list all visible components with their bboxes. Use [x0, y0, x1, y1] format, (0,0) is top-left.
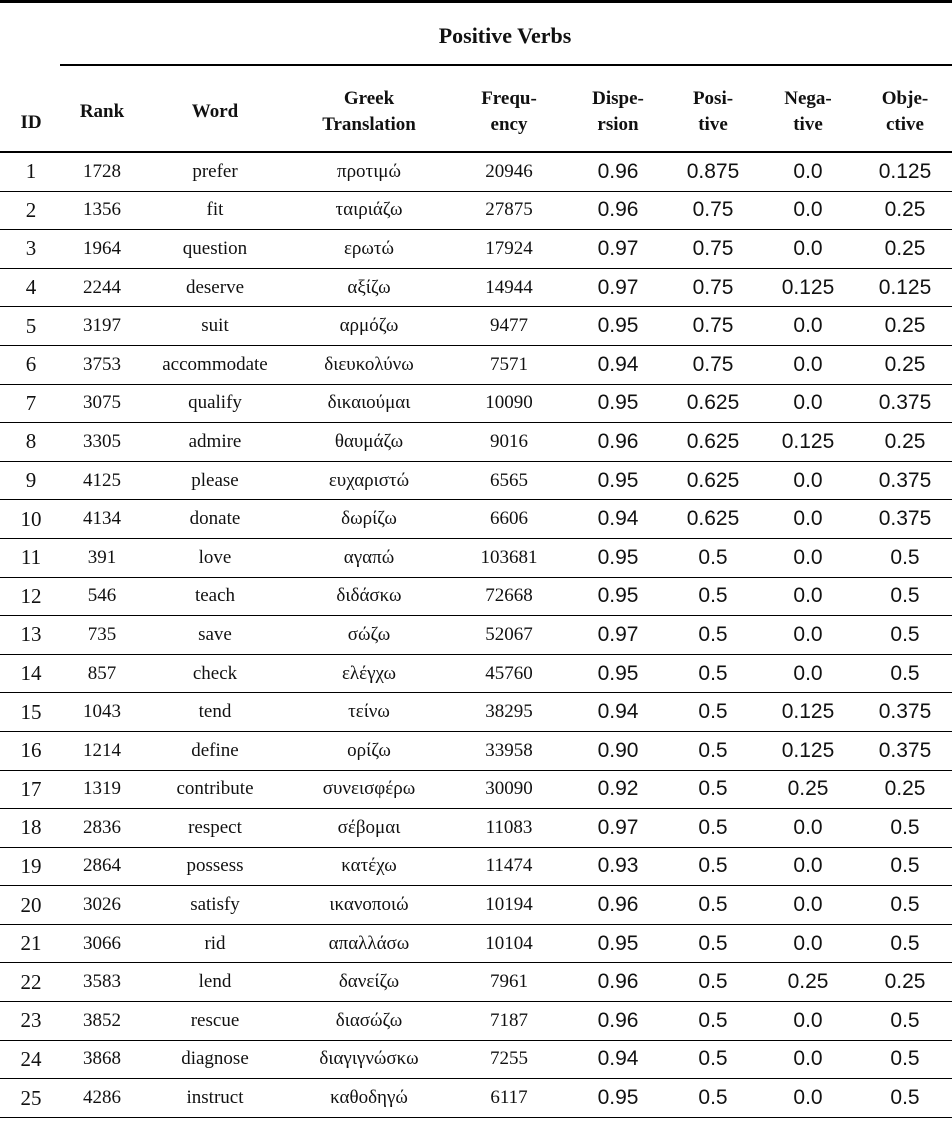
cell-dispersion: 0.94 [568, 693, 668, 732]
cell-word: save [142, 616, 288, 655]
cell-objective: 0.25 [858, 191, 952, 230]
cell-id: 14 [0, 654, 62, 693]
table-group-title: Positive Verbs [438, 23, 572, 48]
cell-positive: 0.5 [668, 809, 758, 848]
cell-dispersion: 0.95 [568, 577, 668, 616]
cell-dispersion: 0.96 [568, 886, 668, 925]
cell-greek-translation: δικαιούμαι [288, 384, 450, 423]
cell-frequency: 14944 [450, 268, 568, 307]
cell-rank: 1728 [62, 153, 142, 191]
cell-dispersion: 0.96 [568, 423, 668, 462]
cell-objective: 0.25 [858, 963, 952, 1002]
cell-frequency: 45760 [450, 654, 568, 693]
cell-rank: 4286 [62, 1079, 142, 1118]
cell-frequency: 11474 [450, 847, 568, 886]
table-row [0, 191, 952, 230]
cell-negative: 0.0 [758, 1079, 858, 1118]
cell-word: accommodate [142, 345, 288, 384]
cell-rank: 3197 [62, 307, 142, 346]
cell-objective: 0.375 [858, 500, 952, 539]
table-row [0, 770, 952, 809]
table-row [0, 809, 952, 848]
cell-id: 12 [0, 577, 62, 616]
cell-objective: 0.375 [858, 693, 952, 732]
cell-positive: 0.5 [668, 577, 758, 616]
cell-frequency: 52067 [450, 616, 568, 655]
cell-negative: 0.0 [758, 886, 858, 925]
cell-negative: 0.0 [758, 500, 858, 539]
cell-word: love [142, 538, 288, 577]
cell-id: 11 [0, 538, 62, 577]
cell-frequency: 103681 [450, 538, 568, 577]
table-row [0, 924, 952, 963]
cell-word: contribute [142, 770, 288, 809]
cell-greek-translation: απαλλάσω [288, 924, 450, 963]
cell-rank: 3075 [62, 384, 142, 423]
cell-negative: 0.0 [758, 345, 858, 384]
table-row [0, 500, 952, 539]
cell-frequency: 11083 [450, 809, 568, 848]
cell-greek-translation: δανείζω [288, 963, 450, 1002]
cell-word: deserve [142, 268, 288, 307]
cell-dispersion: 0.95 [568, 384, 668, 423]
cell-rank: 2244 [62, 268, 142, 307]
cell-word: admire [142, 423, 288, 462]
cell-greek-translation: κατέχω [288, 847, 450, 886]
cell-greek-translation: σέβομαι [288, 809, 450, 848]
cell-objective: 0.375 [858, 384, 952, 423]
cell-negative: 0.0 [758, 809, 858, 848]
cell-objective: 0.125 [858, 153, 952, 191]
cell-greek-translation: αγαπώ [288, 538, 450, 577]
cell-dispersion: 0.96 [568, 1002, 668, 1041]
cell-rank: 1356 [62, 191, 142, 230]
cell-positive: 0.625 [668, 500, 758, 539]
cell-id: 19 [0, 847, 62, 886]
table-row [0, 886, 952, 925]
cell-dispersion: 0.90 [568, 731, 668, 770]
cell-negative: 0.125 [758, 423, 858, 462]
cell-id: 22 [0, 963, 62, 1002]
cell-frequency: 10104 [450, 924, 568, 963]
cell-dispersion: 0.96 [568, 153, 668, 191]
cell-id: 4 [0, 268, 62, 307]
cell-negative: 0.0 [758, 538, 858, 577]
cell-dispersion: 0.97 [568, 230, 668, 269]
cell-positive: 0.5 [668, 693, 758, 732]
table-row [0, 847, 952, 886]
cell-positive: 0.5 [668, 1040, 758, 1079]
cell-word: teach [142, 577, 288, 616]
cell-word: tend [142, 693, 288, 732]
cell-id: 2 [0, 191, 62, 230]
cell-id: 23 [0, 1002, 62, 1041]
cell-greek-translation: ερωτώ [288, 230, 450, 269]
cell-positive: 0.75 [668, 191, 758, 230]
header-objective: Obje- ctive [881, 88, 929, 135]
header-greek-translation: Greek Translation [322, 88, 416, 135]
cell-frequency: 9477 [450, 307, 568, 346]
cell-word: satisfy [142, 886, 288, 925]
cell-greek-translation: διαγιγνώσκω [288, 1040, 450, 1079]
cell-rank: 3026 [62, 886, 142, 925]
cell-word: rescue [142, 1002, 288, 1041]
cell-positive: 0.5 [668, 1002, 758, 1041]
header-rank: Rank [79, 101, 125, 122]
cell-negative: 0.25 [758, 963, 858, 1002]
cell-objective: 0.5 [858, 809, 952, 848]
cell-objective: 0.5 [858, 924, 952, 963]
cell-objective: 0.5 [858, 616, 952, 655]
cell-positive: 0.5 [668, 963, 758, 1002]
cell-frequency: 20946 [450, 153, 568, 191]
cell-objective: 0.25 [858, 423, 952, 462]
cell-greek-translation: αξίζω [288, 268, 450, 307]
cell-id: 25 [0, 1079, 62, 1118]
cell-id: 3 [0, 230, 62, 269]
cell-frequency: 10090 [450, 384, 568, 423]
cell-dispersion: 0.96 [568, 191, 668, 230]
cell-positive: 0.5 [668, 886, 758, 925]
cell-greek-translation: ικανοποιώ [288, 886, 450, 925]
cell-frequency: 7961 [450, 963, 568, 1002]
table-row [0, 654, 952, 693]
cell-word: define [142, 731, 288, 770]
table-row [0, 268, 952, 307]
cell-positive: 0.5 [668, 770, 758, 809]
cell-objective: 0.25 [858, 345, 952, 384]
cell-id: 9 [0, 461, 62, 500]
cell-word: fit [142, 191, 288, 230]
cell-id: 21 [0, 924, 62, 963]
cell-objective: 0.5 [858, 886, 952, 925]
cell-frequency: 30090 [450, 770, 568, 809]
cell-objective: 0.5 [858, 538, 952, 577]
table-row [0, 423, 952, 462]
cell-objective: 0.5 [858, 1079, 952, 1118]
table-row [0, 693, 952, 732]
cell-word: question [142, 230, 288, 269]
cell-objective: 0.5 [858, 1002, 952, 1041]
cell-frequency: 10194 [450, 886, 568, 925]
cell-id: 5 [0, 307, 62, 346]
cell-word: respect [142, 809, 288, 848]
cell-positive: 0.75 [668, 345, 758, 384]
cell-id: 10 [0, 500, 62, 539]
positive-verbs-table [0, 153, 952, 1118]
cell-positive: 0.75 [668, 268, 758, 307]
cell-objective: 0.375 [858, 731, 952, 770]
cell-greek-translation: σώζω [288, 616, 450, 655]
table-row [0, 1040, 952, 1079]
cell-rank: 3305 [62, 423, 142, 462]
cell-greek-translation: τείνω [288, 693, 450, 732]
cell-dispersion: 0.95 [568, 1079, 668, 1118]
cell-id: 24 [0, 1040, 62, 1079]
cell-rank: 1214 [62, 731, 142, 770]
table-row [0, 538, 952, 577]
cell-word: qualify [142, 384, 288, 423]
table-row [0, 731, 952, 770]
cell-dispersion: 0.95 [568, 307, 668, 346]
cell-frequency: 27875 [450, 191, 568, 230]
cell-objective: 0.5 [858, 654, 952, 693]
cell-id: 6 [0, 345, 62, 384]
cell-positive: 0.75 [668, 307, 758, 346]
cell-rank: 3753 [62, 345, 142, 384]
cell-negative: 0.0 [758, 577, 858, 616]
cell-greek-translation: ορίζω [288, 731, 450, 770]
cell-rank: 1319 [62, 770, 142, 809]
header-id: ID [20, 112, 42, 133]
cell-rank: 3583 [62, 963, 142, 1002]
cell-objective: 0.5 [858, 847, 952, 886]
cell-greek-translation: ελέγχω [288, 654, 450, 693]
cell-frequency: 7255 [450, 1040, 568, 1079]
cell-frequency: 33958 [450, 731, 568, 770]
cell-negative: 0.0 [758, 654, 858, 693]
cell-positive: 0.625 [668, 461, 758, 500]
cell-id: 15 [0, 693, 62, 732]
cell-frequency: 9016 [450, 423, 568, 462]
cell-greek-translation: ευχαριστώ [288, 461, 450, 500]
table-row [0, 153, 952, 191]
table-row [0, 345, 952, 384]
top-rule [0, 0, 952, 3]
header-negative: Nega- tive [784, 88, 832, 135]
cell-word: rid [142, 924, 288, 963]
cell-rank: 3066 [62, 924, 142, 963]
header-frequency: Frequ- ency [481, 88, 537, 135]
cell-objective: 0.375 [858, 461, 952, 500]
cell-dispersion: 0.95 [568, 538, 668, 577]
cell-greek-translation: προτιμώ [288, 153, 450, 191]
cell-greek-translation: διασώζω [288, 1002, 450, 1041]
cell-rank: 2836 [62, 809, 142, 848]
cell-dispersion: 0.97 [568, 809, 668, 848]
cell-negative: 0.0 [758, 461, 858, 500]
cell-rank: 4125 [62, 461, 142, 500]
table-row [0, 1002, 952, 1041]
table-row [0, 963, 952, 1002]
cell-positive: 0.75 [668, 230, 758, 269]
cell-dispersion: 0.94 [568, 1040, 668, 1079]
cell-negative: 0.0 [758, 230, 858, 269]
cell-objective: 0.25 [858, 230, 952, 269]
cell-positive: 0.5 [668, 847, 758, 886]
cell-frequency: 17924 [450, 230, 568, 269]
cell-rank: 546 [62, 577, 142, 616]
cell-id: 7 [0, 384, 62, 423]
table-row [0, 616, 952, 655]
cell-rank: 4134 [62, 500, 142, 539]
cell-frequency: 72668 [450, 577, 568, 616]
cell-id: 8 [0, 423, 62, 462]
cell-word: diagnose [142, 1040, 288, 1079]
cell-frequency: 7187 [450, 1002, 568, 1041]
cell-greek-translation: θαυμάζω [288, 423, 450, 462]
cell-negative: 0.0 [758, 1002, 858, 1041]
table-body [0, 153, 952, 1117]
cell-word: please [142, 461, 288, 500]
cell-id: 17 [0, 770, 62, 809]
table-row [0, 577, 952, 616]
cell-frequency: 6565 [450, 461, 568, 500]
cell-greek-translation: αρμόζω [288, 307, 450, 346]
cell-frequency: 6117 [450, 1079, 568, 1118]
cell-positive: 0.875 [668, 153, 758, 191]
cell-greek-translation: ταιριάζω [288, 191, 450, 230]
cell-word: possess [142, 847, 288, 886]
cell-dispersion: 0.97 [568, 616, 668, 655]
cell-dispersion: 0.97 [568, 268, 668, 307]
cell-id: 16 [0, 731, 62, 770]
cell-dispersion: 0.92 [568, 770, 668, 809]
cell-negative: 0.0 [758, 924, 858, 963]
table-row [0, 1079, 952, 1118]
cell-negative: 0.0 [758, 153, 858, 191]
cell-rank: 735 [62, 616, 142, 655]
cell-dispersion: 0.95 [568, 461, 668, 500]
cell-dispersion: 0.94 [568, 500, 668, 539]
cell-negative: 0.125 [758, 731, 858, 770]
group-header-rule [60, 64, 952, 66]
cell-dispersion: 0.96 [568, 963, 668, 1002]
cell-objective: 0.125 [858, 268, 952, 307]
cell-word: prefer [142, 153, 288, 191]
cell-rank: 857 [62, 654, 142, 693]
cell-objective: 0.5 [858, 1040, 952, 1079]
cell-positive: 0.5 [668, 1079, 758, 1118]
cell-rank: 2864 [62, 847, 142, 886]
cell-negative: 0.25 [758, 770, 858, 809]
cell-frequency: 38295 [450, 693, 568, 732]
table-row [0, 307, 952, 346]
cell-dispersion: 0.95 [568, 654, 668, 693]
cell-positive: 0.625 [668, 384, 758, 423]
cell-id: 1 [0, 153, 62, 191]
cell-word: check [142, 654, 288, 693]
cell-negative: 0.125 [758, 268, 858, 307]
cell-word: suit [142, 307, 288, 346]
cell-negative: 0.0 [758, 1040, 858, 1079]
cell-word: instruct [142, 1079, 288, 1118]
cell-id: 20 [0, 886, 62, 925]
cell-positive: 0.5 [668, 731, 758, 770]
cell-dispersion: 0.95 [568, 924, 668, 963]
cell-greek-translation: δωρίζω [288, 500, 450, 539]
cell-rank: 1043 [62, 693, 142, 732]
cell-id: 18 [0, 809, 62, 848]
table-row [0, 230, 952, 269]
cell-word: lend [142, 963, 288, 1002]
cell-negative: 0.0 [758, 191, 858, 230]
cell-rank: 391 [62, 538, 142, 577]
cell-word: donate [142, 500, 288, 539]
cell-negative: 0.0 [758, 616, 858, 655]
cell-greek-translation: καθοδηγώ [288, 1079, 450, 1118]
header-word: Word [191, 101, 239, 122]
cell-positive: 0.5 [668, 924, 758, 963]
cell-frequency: 6606 [450, 500, 568, 539]
cell-positive: 0.5 [668, 654, 758, 693]
table-row [0, 461, 952, 500]
cell-greek-translation: διδάσκω [288, 577, 450, 616]
table-row [0, 384, 952, 423]
cell-objective: 0.5 [858, 577, 952, 616]
cell-dispersion: 0.94 [568, 345, 668, 384]
cell-greek-translation: συνεισφέρω [288, 770, 450, 809]
cell-dispersion: 0.93 [568, 847, 668, 886]
cell-frequency: 7571 [450, 345, 568, 384]
cell-rank: 3852 [62, 1002, 142, 1041]
cell-positive: 0.5 [668, 616, 758, 655]
cell-negative: 0.0 [758, 847, 858, 886]
cell-positive: 0.625 [668, 423, 758, 462]
cell-negative: 0.125 [758, 693, 858, 732]
cell-greek-translation: διευκολύνω [288, 345, 450, 384]
cell-id: 13 [0, 616, 62, 655]
cell-rank: 1964 [62, 230, 142, 269]
cell-objective: 0.25 [858, 770, 952, 809]
header-dispersion: Dispe- rsion [592, 88, 644, 135]
header-positive: Posi- tive [692, 88, 734, 135]
cell-objective: 0.25 [858, 307, 952, 346]
cell-positive: 0.5 [668, 538, 758, 577]
cell-negative: 0.0 [758, 307, 858, 346]
cell-rank: 3868 [62, 1040, 142, 1079]
cell-negative: 0.0 [758, 384, 858, 423]
